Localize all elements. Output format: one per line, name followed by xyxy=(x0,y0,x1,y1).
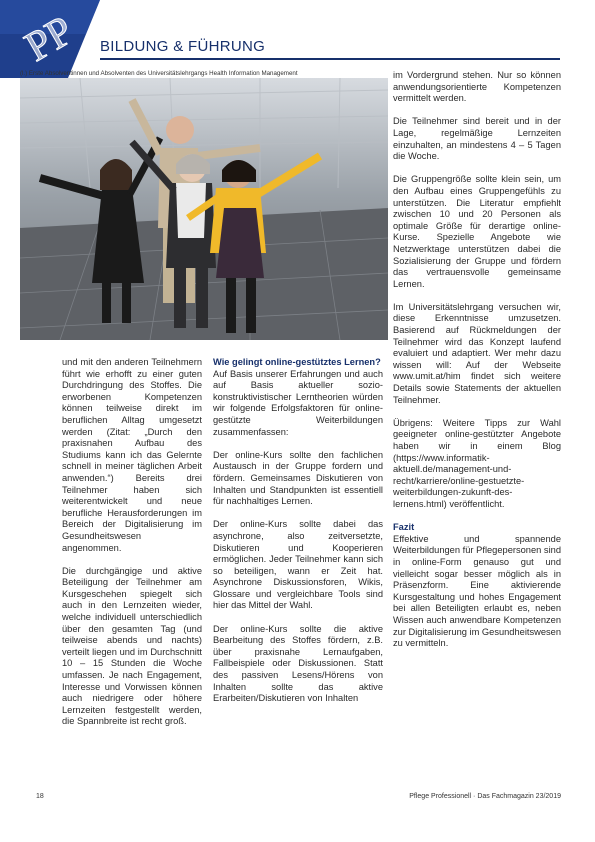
paragraph: Übrigens: Weitere Tipps zur Wahl geeigneter online-gestützter Angebote haben wir in einem Blog (https://www.informatik-aktuell.de/management-und-recht/karriere/online-gestuetzte-weiterbildungen-zukunft-des-lernens.html) veröffentlicht. xyxy=(393,417,561,509)
paragraph: im Vordergrund stehen. Nur so können anwendungsorientierte Kompetenzen vermittelt werden. xyxy=(393,70,561,104)
paragraph: Die Gruppengröße sollte klein sein, um den Aufbau eines Gruppengefühls zu unterstützen. Die Literatur empfiehlt zwischen 10 und 20 Personen als optimale Größe für derartige online-Kurse. Spezielle Angebote wie Netzwerktage unterstützen dabei die Sozialisierung der Gruppe und fördern das vertrauensvolle gemeinsame Lernen. xyxy=(393,174,561,289)
paragraph: Der online-Kurs sollte dabei das asynchrone, also zeitversetzte, Diskutieren und Kooperieren ermöglichen. Jeder Teilnehmer kann sich so beteiligen, wann er Zeit hat. Asynchrone Diskussionsforen, Wikis, Glossare und vergleichbare Tools sind hier das Mittel der Wahl. xyxy=(213,519,383,611)
pp-logo xyxy=(0,0,100,78)
section-heading: Wie gelingt online-gestütztes Lernen? xyxy=(213,357,381,367)
text-column-3 xyxy=(393,70,561,661)
paragraph: Der online-Kurs sollte die aktive Bearbeitung des Stoffes fördern, z.B. über praxisnahe Lernaufgaben, Fallbeispiele oder Diskussionen. Statt des passiven Lesens/Hörens von Inhalten sollte das aktive Erarbeiten/Diskutieren von Inhalten xyxy=(213,623,383,704)
paragraph: Die Teilnehmer sind bereit und in der Lage, regelmäßige Lernzeiten einzuhalten, an mindestens 4 – 5 Tagen die Woche. xyxy=(393,116,561,162)
paragraph: Im Universitätslehrgang versuchen wir, diese Erkenntnisse umzusetzen. Basierend auf Rückmeldungen der Teilnehmer wird das Konzept laufend evaluiert und adaptiert. Wer mehr dazu wissen will: Auf der Webseite www.umit.at/him findet sich weitere Details sowie Statements der aktuellen Teilnehmer. xyxy=(393,301,561,405)
paragraph: und mit den anderen Teilnehmern führt wie erhofft zu einer guten Durchdringung des Stoffes. Die erworbenen Kompetenzen können teilweise direkt im beruflichen Alltag umgesetzt werden (Zitat: „Durch den praxisnahen Aufbau des Studiums kann ich das Gelernte schnell in meiner täglichen Arbeit anwenden.“) Bereits drei Teilnehmer haben sich weiterentwickelt und neue berufliche Herausforderungen im Bereich der Digitalisierung im Gesundheitswesen angenommen. xyxy=(62,357,202,553)
section-title: BILDUNG & FÜHRUNG xyxy=(100,38,266,55)
paragraph: Der online-Kurs sollte den fachlichen Austausch in der Gruppe fordern und fördern. Gemeinsames Diskutieren von Inhalten und Standpunkten ist essentiell für nachhaltiges Lernen. xyxy=(213,449,383,507)
fazit-paragraph: Effektive und spannende Weiterbildungen für Pflegepersonen sind in online-Form genauso gut und vielleicht sogar besser möglich als in Präsenzform. Eine aktivierende Kursgestaltung und hohes Engagement bei allen Beteiligten erlaubt es, neben Wissen auch anwendbare Kompetenzen zur Digitalisierung im Gesundheitswesen zu vermitteln. xyxy=(393,533,561,649)
page-number: 18 xyxy=(36,793,44,800)
group-photo xyxy=(20,78,388,340)
header-rule xyxy=(100,58,560,60)
text-column-1 xyxy=(62,357,202,740)
fazit-heading: Fazit xyxy=(393,522,415,533)
text-column-2 xyxy=(213,357,383,716)
magazine-footer: Pflege Professionell · Das Fachmagazin 23/2019 xyxy=(409,793,561,800)
paragraph: Die durchgängige und aktive Beteiligung der Teilnehmer am Kursgeschehen spiegelt sich auch in den Lernzeiten wieder, welche individuell unterschiedlich über den gesamten Tag (und teilweise abends und nachts) verteilt liegen und im Durchschnitt 10 – 15 Stunden die Woche umfassen. Je nach Engagement, Interesse und Vorwissen können auch niedrigere oder höhere Lernzeiten festgestellt werden, die Spannbreite ist recht groß. xyxy=(62,565,202,727)
paragraph: Auf Basis unserer Erfahrungen und auch auf Basis aktueller sozio-konstruktivistischer Lerntheorien würden wir folgende Erfolgsfaktoren für online-gestützte Weiterbildungen zusammenfassen: xyxy=(213,368,383,437)
logo-text: PP xyxy=(17,7,82,71)
photo-caption: (l.) Erste Absolventinnen und Absolventen des Universitätslehrgangs Health Information Management xyxy=(20,70,298,77)
